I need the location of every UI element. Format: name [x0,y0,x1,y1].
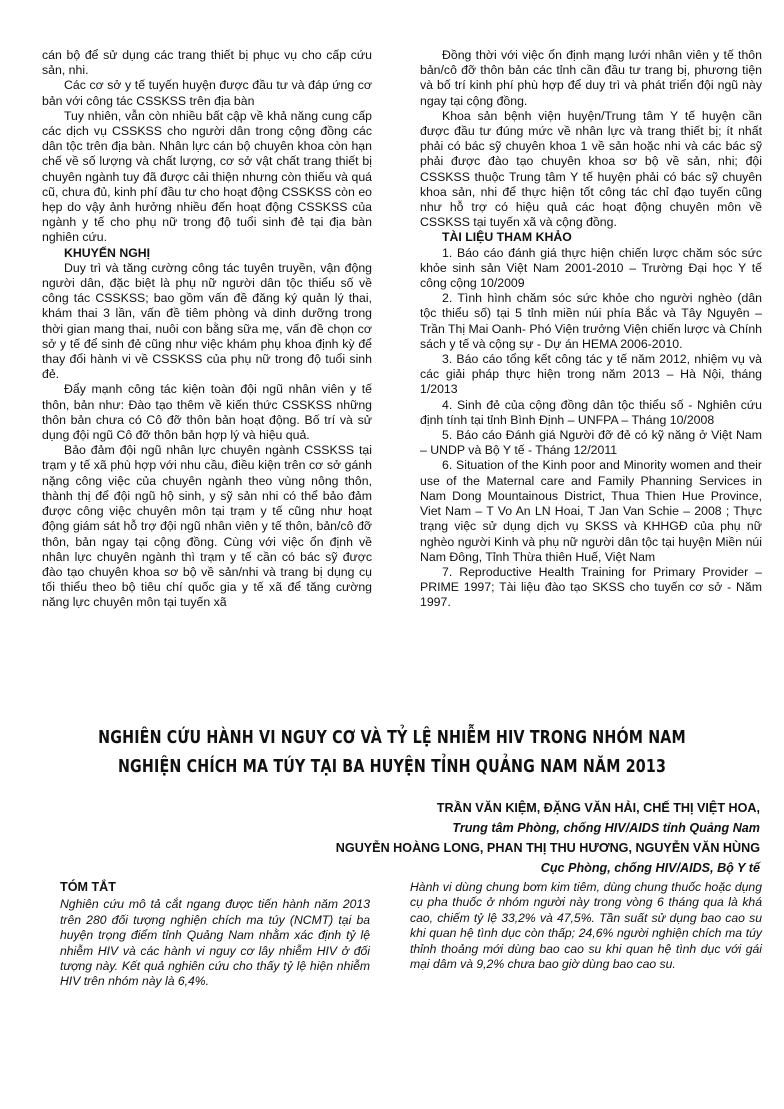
abstract-text-left: Nghiên cứu mô tả cắt ngang được tiến hành năm 2013 trên 280 đối tượng nghiện chích ma túy (NCMT) tại ba huyện trọng điểm tỉnh Quảng Nam nhằm xác định tỷ lệ nhiễm HIV và các hành vi nguy cơ lây nhiễm HIV ở đối tượng này. Kết quả nghiên cứu cho thấy tỷ lệ hiện nhiễm HIV trên nhóm này là 6,4%. [60,897,370,989]
abstract-heading: TÓM TẮT [60,880,116,894]
paragraph: Bảo đảm đội ngũ nhân lực chuyên ngành CSSKSS tại trạm y tế xã phù hợp với nhu cầu, điều kiện trên cơ sở gánh nặng công việc của chuyên ngành theo vùng nông thôn, thành thị để đội ngũ hộ sinh, y sỹ sản nhi có thể bảo đảm được công việc chuyên môn tại trạm y tế cũng như hoạt động giám sát hỗ trợ đội ngũ nhân viên y tế thôn, bản/cô đỡ thôn, bản ngay tại cộng đồng. Cùng với việc ổn định về nhân lực chuyên ngành thì trạm y tế cần có bác sỹ được đào tạo chuyên khoa sơ bộ về sản/nhi và trang bị dụng cụ tối thiểu theo bộ tiêu chí quốc gia y tế xã để tăng cường năng lực chuyên môn tại tuyến xã [42,443,372,610]
reference-item: 2. Tình hình chăm sóc sức khỏe cho người nghèo (dân tộc thiểu số) tại 5 tỉnh miền núi phía Bắc và Tây Nguyên – Trần Thị Mai Oanh- Phó Viện trưởng Viện chiến lược và Chính sách y tế và cộng sự - Dự án HEMA 2006-2010. [420,291,762,351]
reference-item: 1. Báo cáo đánh giá thực hiện chiến lược chăm sóc sức khỏe sinh sản Việt Nam 2001-2010 – Trường Đại học Y tế công cộng 10/2009 [420,245,762,291]
abstract-text-right: Hành vi dùng chung bơm kim tiêm, dùng chung thuốc hoặc dụng cụ pha thuốc ở nhóm người này trong vòng 6 tháng qua là khá cao, chiếm tỷ lệ 33,2% và 47,5%. Tần suất sử dụng bao cao su khi quan hệ tình dục còn thấp; 24,6% người nghiện chích ma túy thỉnh thoảng mới dùng bao cao su khi quan hệ tình dục với gái mại dâm và 9,2% chưa bao giờ dùng bao cao su. [410,880,762,972]
article-title-line-1: NGHIÊN CỨU HÀNH VI NGUY CƠ VÀ TỶ LỆ NHIỄM HIV TRONG NHÓM NAM [98,728,686,748]
reference-item: 7. Reproductive Health Training for Primary Provider – PRIME 1997; Tài liệu đào tạo SKSS cho tuyến cơ sở - Năm 1997. [420,564,762,610]
author-block [20,798,760,878]
article-title-line-2: NGHIỆN CHÍCH MA TÚY TẠI BA HUYỆN TỈNH QUẢNG NAM NĂM 2013 [117,757,667,777]
paragraph: Các cơ sở y tế tuyến huyện được đầu tư và đáp ứng cơ bản với công tác CSSKSS trên địa bàn [42,78,372,108]
reference-item: 5. Báo cáo Đánh giá Người đỡ đẻ có kỹ năng ở Việt Nam – UNDP và Bộ Y tế - Tháng 12/2011 [420,428,762,458]
paragraph: Tuy nhiên, vẫn còn nhiều bất cập về khả năng cung cấp các dịch vụ CSSKSS cho người dân trong cộng đồng các dân tộc trên địa bàn. Nhân lực cán bộ chuyên khoa còn hạn chế về số lượng và chất lượng, cơ sở vật chất trang thiết bị chuyên ngành tuy đã được cải thiện nhưng còn thiếu và quá cũ, chưa đủ, kinh phí đầu tư cho hoạt động CSSKSS còn eo hẹp do vậy ảnh hưởng nhiều đến hoạt động CSSKSS của ngành y tế cho phụ nữ trong độ tuổi sinh đẻ tại địa bàn nghiên cứu. [42,108,372,245]
reference-item: 4. Sinh đẻ của cộng đồng dân tộc thiểu số - Nghiên cứu định tính tại tỉnh Bình Định – UNFPA – Tháng 10/2008 [420,397,762,427]
authors-line-1: TRẦN VĂN KIỆM, ĐẶNG VĂN HẢI, CHẾ THỊ VIỆT HOA, [436,801,760,815]
abstract-left [60,880,370,990]
paragraph: Khoa sản bệnh viện huyện/Trung tâm Y tế huyện cần được đầu tư đúng mức về nhân lực và trang thiết bị; ít nhất phải có bác sỹ chuyên khoa 1 về sản hoặc nhi và các bác sỹ phải được đào tạo chuyên khoa sơ bộ về sản, nhi; đội CSSKSS thuộc Trung tâm Y tế huyện phải có bác sỹ chuyên khoa sản, nhi để thực hiện tốt công tác chỉ đạo tuyến cũng như hỗ trợ có hiệu quả các hoạt động chuyên môn về CSSKSS tại tuyến xã và cộng đồng. [420,108,762,230]
section-heading-references: TÀI LIỆU THAM KHẢO [442,230,572,245]
paragraph: Đồng thời với việc ổn định mạng lưới nhân viên y tế thôn bản/cô đỡ thôn bản các tỉnh cần đầu tư trang bị, phương tiện và bố trí kinh phí phù hợp để duy trì và phát triển đội ngũ này ngay tại cộng đồng. [420,48,762,108]
reference-list [420,246,762,611]
article-title [95,724,689,782]
paragraph: Duy trì và tăng cường công tác tuyên truyền, vận động người dân, đặc biệt là phụ nữ người dân tộc thiểu số về công tác CSSKSS; bao gồm vấn đề đăng ký quản lý thai, khám thai 3 lần, vấn đề tiêm phòng và dinh dưỡng trong thời gian mang thai, nuôi con bằng sữa mẹ, vấn đề chọn cơ sở y tế để sinh đẻ cũng như việc khám phụ khoa định kỳ để thay đổi hành vi về CSSKSS của phụ nữ trong độ tuổi sinh đẻ. [42,260,372,382]
reference-item: 6. Situation of the Kinh poor and Minority women and their use of the Maternal care and Family Phanning Services in Nam Dong Mountainous District, Thua Thien Hue Province, Viet Nam – T Vo An LN Hoai, T Jan Van Schie – 2008 ; Thực trạng việc sử dụng dịch vụ SKSS và KHHGĐ của phụ nữ nghèo người Kinh và phụ nữ người dân tộc tại huyện Miền núi Nam Đông, Tỉnh Thừa thiên Huế, Việt Nam [420,458,762,564]
affiliation-line-1: Trung tâm Phòng, chống HIV/AIDS tỉnh Quảng Nam [452,821,760,835]
authors-line-2: NGUYỄN HOÀNG LONG, PHAN THỊ THU HƯƠNG, NGUYỄN VĂN HÙNG [335,841,760,855]
abstract-right [410,880,762,972]
paragraph: Đẩy mạnh công tác kiện toàn đội ngũ nhân viên y tế thôn, bản như: Đào tạo thêm về kiến thức CSSKSS những thôn bản chưa có Cô đỡ thôn bản hoạt động. Bố trí và sử dụng đội ngũ Cô đỡ thôn bản hợp lý và hiệu quả. [42,382,372,443]
affiliation-line-2: Cục Phòng, chống HIV/AIDS, Bộ Y tế [540,861,760,875]
section-heading-recommendations: KHUYẾN NGHỊ [64,245,151,260]
right-column [420,48,762,611]
reference-item: 3. Báo cáo tổng kết công tác y tế năm 2012, nhiệm vụ và các giải pháp thực hiện trong năm 2013 – Hà Nội, tháng 1/2013 [420,352,762,397]
paragraph: cán bộ để sử dụng các trang thiết bị phục vụ cho cấp cứu sản, nhi. [42,48,372,78]
left-column [42,48,372,611]
